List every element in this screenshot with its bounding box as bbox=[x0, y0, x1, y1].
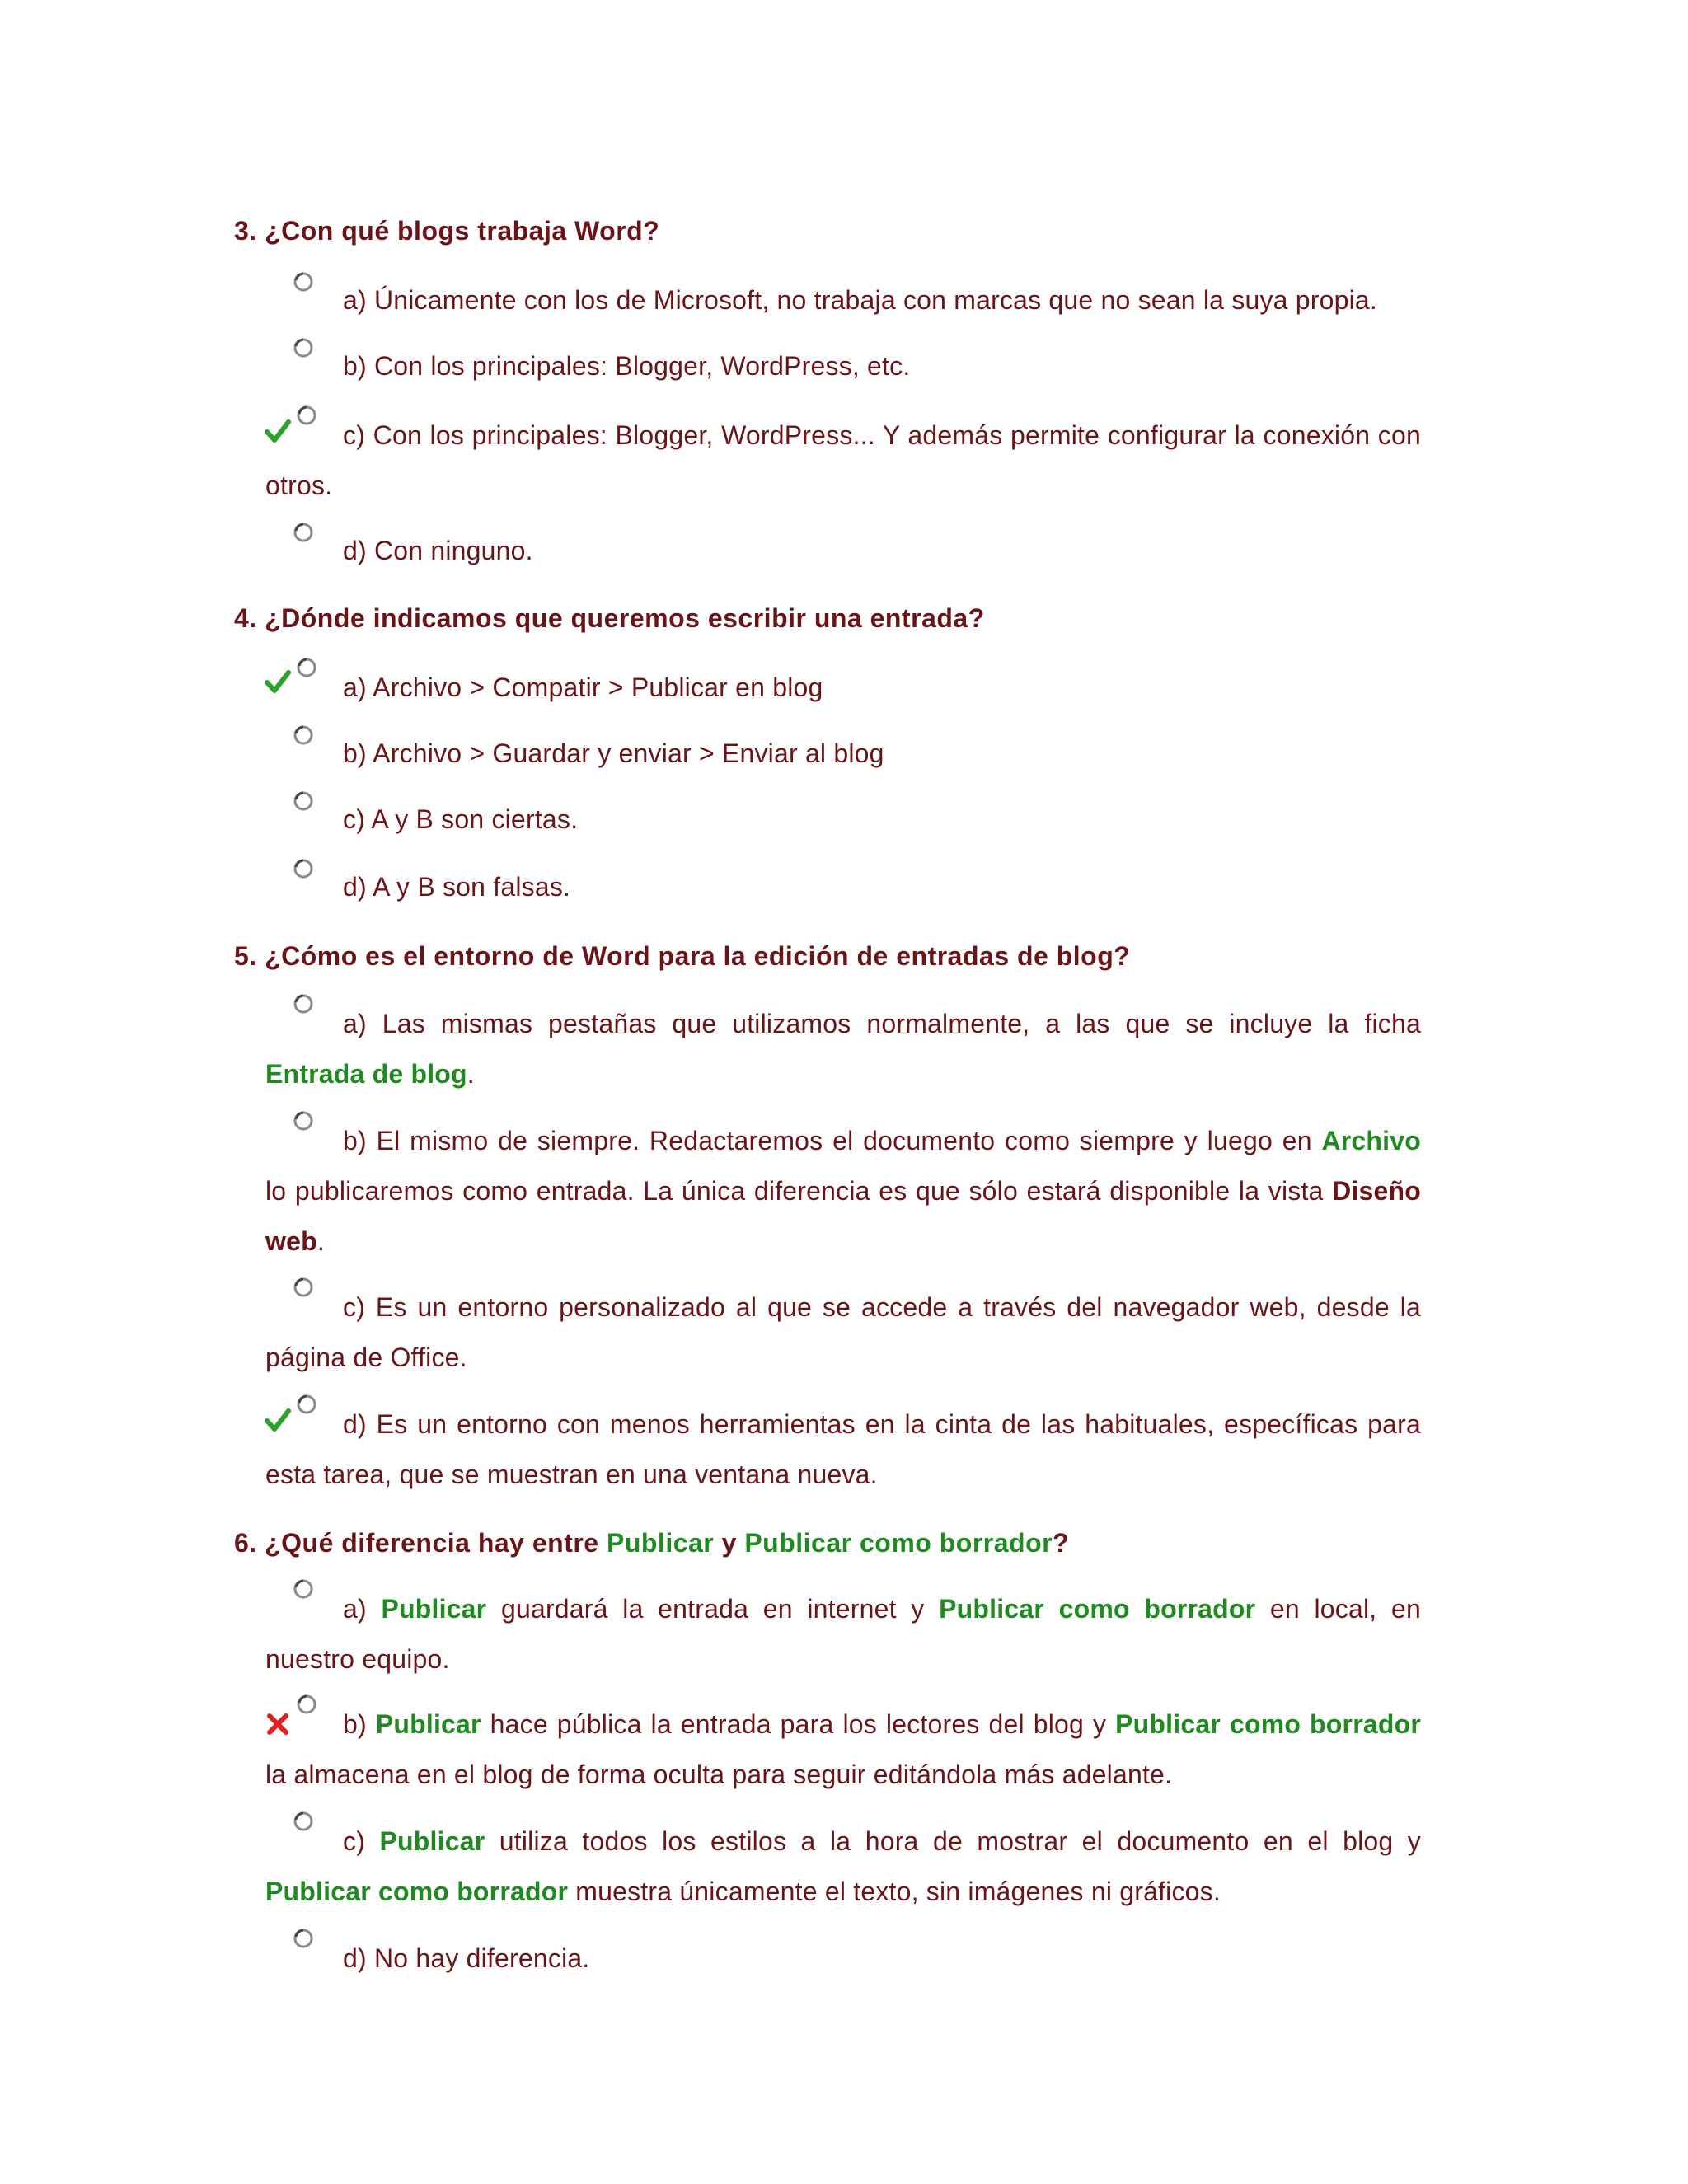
option-4d: d) A y B son falsas. bbox=[343, 872, 571, 902]
question-5-title: 5. ¿Cómo es el entorno de Word para la edición de entradas de blog? bbox=[234, 941, 1131, 971]
option-5a: a) Las mismas pestañas que utilizamos normalmente, a las que se incluye la ficha Entrada de blog. bbox=[265, 1009, 1421, 1089]
question-4-title: 4. ¿Dónde indicamos que queremos escribir una entrada? bbox=[234, 603, 985, 633]
option-6c: c) Publicar utiliza todos los estilos a la hora de mostrar el documento en el blog y Publicar como borrador muestra únicamente el texto, sin imágenes ni gráficos. bbox=[265, 1826, 1421, 1906]
option-3d: d) Con ninguno. bbox=[343, 536, 533, 565]
question-6-title: 6. ¿Qué diferencia hay entre Publicar y Publicar como borrador? bbox=[234, 1528, 1070, 1558]
option-5b: b) El mismo de siempre. Redactaremos el documento como siempre y luego en Archivo lo publicaremos como entrada. La única diferencia es que sólo estará disponible la vista Diseño web. bbox=[265, 1126, 1421, 1256]
option-6d: d) No hay diferencia. bbox=[343, 1943, 590, 1973]
option-5c: c) Es un entorno personalizado al que se accede a través del navegador web, desde la página de Office. bbox=[265, 1292, 1421, 1372]
option-5d: d) Es un entorno con menos herramientas en la cinta de las habituales, específicas para esta tarea, que se muestran en una ventana nueva. bbox=[265, 1409, 1421, 1489]
option-3a: a) Únicamente con los de Microsoft, no trabaja con marcas que no sean la suya propia. bbox=[343, 285, 1377, 315]
option-4c: c) A y B son ciertas. bbox=[343, 804, 579, 834]
option-4b: b) Archivo > Guardar y enviar > Enviar al blog bbox=[343, 738, 884, 768]
option-6b: b) Publicar hace pública la entrada para los lectores del blog y Publicar como borrador la almacena en el blog de forma oculta para seguir editándola más adelante. bbox=[265, 1709, 1421, 1789]
option-3c: c) Con los principales: Blogger, WordPress... Y además permite configurar la conexión con otros. bbox=[265, 420, 1421, 500]
option-4a: a) Archivo > Compatir > Publicar en blog bbox=[343, 673, 823, 702]
option-3b: b) Con los principales: Blogger, WordPress, etc. bbox=[343, 351, 911, 381]
option-6a: a) Publicar guardará la entrada en internet y Publicar como borrador en local, en nuestro equipo. bbox=[265, 1594, 1422, 1674]
question-3-title: 3. ¿Con qué blogs trabaja Word? bbox=[234, 216, 660, 246]
